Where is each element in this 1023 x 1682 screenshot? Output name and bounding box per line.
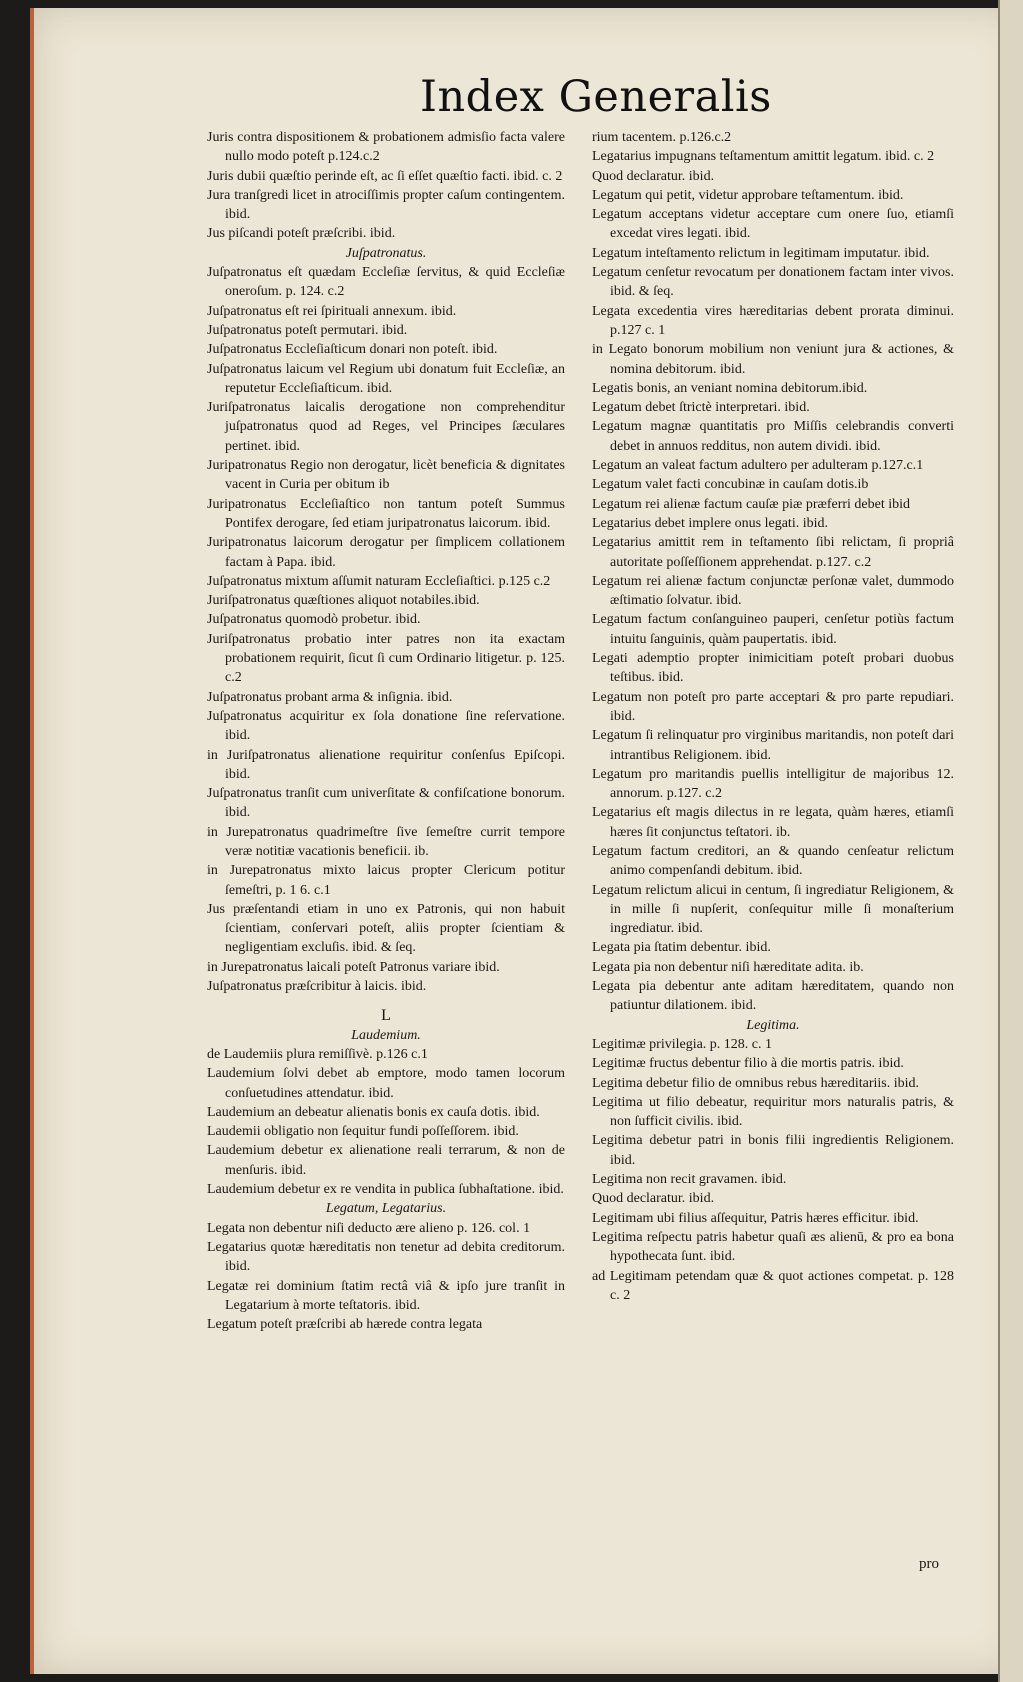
- adjacent-page-edge: [998, 0, 1023, 1682]
- index-entry: Jus piſcandi poteſt præſcribi. ibid.: [207, 226, 396, 242]
- index-entry: Legati ademptio propter inimicitiam poteſt probari duobus teſtibus. ibid.: [592, 651, 954, 686]
- index-entry: Legata pia debentur ante aditam hæreditatem, quando non patiuntur dilationem. ibid.: [592, 979, 954, 1014]
- section-heading: Juſpatronatus.: [345, 245, 427, 261]
- index-entry: Legitimæ privilegia. p. 128. c. 1: [592, 1036, 773, 1052]
- section-letter: L: [381, 1007, 391, 1025]
- index-entry: Juſpatronatus eſt rei ſpirituali annexum. ibid.: [207, 303, 457, 319]
- index-entry: Legitimæ fructus debentur filio à die mortis patris. ibid.: [592, 1056, 904, 1072]
- section-heading: Legitima.: [746, 1017, 800, 1033]
- index-entry: Legatum debet ſtrictè interpretari. ibid.: [592, 400, 810, 416]
- index-entry: Legata pia ſtatim debentur. ibid.: [592, 940, 771, 956]
- index-entry: Juripatronatus laicorum derogatur per ſimplicem collationem factam à Papa. ibid.: [207, 535, 565, 570]
- index-entry: Juriſpatronatus probatio inter patres non ita exactam probationem requirit, ſicut ſi cum Ordinario litigetur. p. 125. c.2: [207, 631, 565, 686]
- index-entry: Laudemium debetur ex re vendita in publica ſubhaſtatione. ibid.: [207, 1182, 564, 1198]
- index-entry: Juſpatronatus laicum vel Regium ubi donatum fuit Eccleſiæ, an reputetur Eccleſiaſticum. ibid.: [207, 361, 565, 396]
- index-entry: Juſpatronatus quomodò probetur. ibid.: [207, 612, 421, 628]
- index-entry: Legitima non recit gravamen. ibid.: [592, 1172, 787, 1188]
- index-entry: Juſpatronatus tranſit cum univerſitate & confiſcatione bonorum. ibid.: [207, 786, 565, 821]
- index-entry: Legitima ut filio debeatur, requiritur mors naturalis patris, & non ſufficit civilis. ibid.: [592, 1094, 954, 1130]
- index-entry: rium tacentem. p.126.c.2: [592, 130, 732, 145]
- index-entry: Legatum qui petit, videtur approbare teſtamentum. ibid.: [592, 187, 904, 203]
- index-entry: Legatum valet facti concubinæ in cauſam dotis.ib: [592, 477, 869, 493]
- catchword: pro: [919, 1556, 939, 1572]
- index-entry: Jura tranſgredi licet in atrociſſimis propter caſum contingentem. ibid.: [207, 187, 565, 223]
- index-column-right: [592, 128, 954, 1568]
- index-entry: Quod declaratur. ibid.: [592, 168, 715, 184]
- index-entry: Legatum rei alienæ factum cauſæ piæ præferri debet ibid: [592, 496, 911, 512]
- index-entry: Laudemii obligatio non ſequitur fundi poſſeſſorem. ibid.: [207, 1124, 519, 1140]
- page-title: Index Generalis: [420, 72, 772, 122]
- index-entry: Legata pia non debentur niſi hæreditate adita. ib.: [592, 959, 864, 975]
- index-entry: Juſpatronatus eſt quædam Eccleſiæ ſervitus, & quid Eccleſiæ oneroſum. p. 124. c.2: [207, 265, 565, 300]
- index-entry: Legitima reſpectu patris habetur quaſi æs alienū, & pro ea bona hypothecata ſunt. ibid.: [592, 1229, 954, 1265]
- index-entry: Legatum acceptans videtur acceptare cum onere ſuo, etiamſi excedat vires legati. ibid.: [592, 207, 954, 242]
- index-entry: Juris contra dispositionem & probationem admisſio facta valere nullo modo poteſt p.124.c.2: [207, 130, 565, 165]
- index-entry: Legatum an valeat factum adultero per adulteram p.127.c.1: [592, 458, 924, 474]
- index-entry: Legatum pro maritandis puellis intelligitur de majoribus 12. annorum. p.127. c.2: [592, 766, 954, 802]
- index-entry: Legatarius amittit rem in teſtamento ſibi relictam, ſi propriâ autoritate poſſeſſionem apprehendat. p.127. c.2: [592, 535, 954, 570]
- index-entry: Juripatronatus Regio non derogatur, licèt beneficia & dignitates vacent in Curia per obitum ib: [207, 458, 565, 493]
- index-entry: Juſpatronatus præſcribitur à laicis. ibid.: [207, 979, 427, 995]
- index-entry: Laudemium ſolvi debet ab emptore, modo tamen locorum conſuetudines attendatur. ibid.: [207, 1066, 565, 1101]
- index-entry: in Juriſpatronatus alienatione requiritur conſenſus Epiſcopi. ibid.: [207, 747, 565, 782]
- index-entry: de Laudemiis plura remiſſivè. p.126 c.1: [207, 1046, 428, 1062]
- index-entry: Jus præſentandi etiam in uno ex Patronis, qui non habuit ſcientiam, conſervari poteſt, aliis propter ſcientiam & negligentiam excluſis. ibid. & ſeq.: [207, 901, 565, 956]
- index-entry: Legatum cenſetur revocatum per donationem factam inter vivos. ibid. & ſeq.: [592, 265, 954, 300]
- index-entry: Legatum inteſtamento relictum in legitimam imputatur. ibid.: [592, 245, 930, 261]
- index-entry: Quod declaratur. ibid.: [592, 1191, 715, 1207]
- index-entry: Legatæ rei dominium ſtatim rectâ viâ & ipſo jure tranſit in Legatarium à morte teſtatoris. ibid.: [207, 1278, 565, 1313]
- index-entry: Juſpatronatus poteſt permutari. ibid.: [207, 322, 408, 338]
- index-entry: Legata non debentur niſi deducto ære alieno p. 126. col. 1: [207, 1220, 531, 1236]
- index-entry: Laudemium an debeatur alienatis bonis ex cauſa dotis. ibid.: [207, 1104, 540, 1120]
- index-entry: Legatum factum creditori, an & quando cenſeatur relictum animo compenſandi debitum. ibid.: [592, 843, 954, 879]
- index-entry: Legatarius quotæ hæreditatis non tenetur ad debita creditorum. ibid.: [207, 1239, 565, 1275]
- index-entry: in Jurepatronatus mixto laicus propter Clericum potitur ſemeſtri, p. 1 6. c.1: [207, 863, 565, 898]
- index-entry: Juſpatronatus mixtum aſſumit naturam Eccleſiaſtici. p.125 c.2: [207, 573, 551, 589]
- index-entry: Legatum factum conſanguineo pauperi, cenſetur potiùs factum intuitu ſanguinis, quàm paupertatis. ibid.: [592, 612, 954, 647]
- index-entry: Legatum ſi relinquatur pro virginibus maritandis, non poteſt dari intrantibus Religionem. ibid.: [592, 728, 954, 763]
- index-entry: Legata excedentia vires hæreditarias debent prorata diminui. p.127 c. 1: [592, 303, 954, 338]
- index-entry: Legatum poteſt præſcribi ab hærede contra legata: [207, 1317, 483, 1333]
- index-entry: Legatum rei alienæ factum conjunctæ perſonæ valet, dummodo æſtimatio ſolvatur. ibid.: [592, 573, 954, 609]
- index-entry: Juſpatronatus acquiritur ex ſola donatione ſine reſervatione. ibid.: [207, 708, 565, 744]
- index-entry: Juris dubii quæſtio perinde eſt, ac ſi eſſet quæſtio facti. ibid. c. 2: [207, 168, 563, 184]
- index-entry: Legatum magnæ quantitatis pro Miſſis celebrandis converti debet in annuos redditus, non autem dividi. ibid.: [592, 419, 954, 454]
- index-entry: Legitima debetur patri in bonis filii ingredientis Religionem. ibid.: [592, 1133, 954, 1168]
- index-entry: Juſpatronatus Eccleſiaſticum donari non poteſt. ibid.: [207, 342, 498, 358]
- index-entry: Legatarius impugnans teſtamentum amittit legatum. ibid. c. 2: [592, 149, 935, 165]
- index-entry: Juſpatronatus probant arma & inſignia. ibid.: [207, 689, 453, 705]
- index-entry: Juriſpatronatus laicalis derogatione non comprehenditur juſpatronatus quod ad Reges, vel Principes ſæculares pertinet. ibid.: [207, 400, 565, 454]
- index-entry: Legitima debetur filio de omnibus rebus hæreditariis. ibid.: [592, 1075, 919, 1091]
- index-entry: in Jurepatronatus quadrimeſtre ſive ſemeſtre currit tempore veræ notitiæ vacationis beneficii. ib.: [207, 824, 565, 859]
- index-entry: in Legato bonorum mobilium non veniunt jura & actiones, & nomina debitorum. ibid.: [592, 342, 954, 377]
- index-entry: Juripatronatus Eccleſiaſtico non tantum poteſt Summus Pontifex derogare, ſed etiam juripatronatus laicorum. ibid.: [207, 496, 565, 531]
- section-heading: Legatum, Legatarius.: [325, 1201, 447, 1217]
- index-entry: Legitimam ubi filius aſſequitur, Patris hæres efficitur. ibid.: [592, 1210, 919, 1226]
- section-heading: Laudemium.: [351, 1027, 421, 1043]
- index-entry: Juriſpatronatus quæſtiones aliquot notabiles.ibid.: [207, 593, 480, 609]
- index-column-left: [207, 128, 565, 1568]
- index-entry: Laudemium debetur ex alienatione reali terrarum, & non de menſuris. ibid.: [207, 1143, 565, 1178]
- index-entry: in Jurepatronatus laicali poteſt Patronus variare ibid.: [207, 959, 500, 975]
- index-entry: ad Legitimam petendam quæ & quot actiones competat. p. 128 c. 2: [592, 1268, 954, 1303]
- index-entry: Legatarius eſt magis dilectus in re legata, quàm hæres, etiamſi hæres ſit conjunctus teſtatori. ib.: [592, 805, 954, 840]
- index-entry: Legatis bonis, an veniant nomina debitorum.ibid.: [592, 380, 868, 396]
- index-entry: Legatarius debet implere onus legati. ibid.: [592, 515, 828, 531]
- index-entry: Legatum relictum alicui in centum, ſi ingrediatur Religionem, & in mille ſi nupſerit, conſequitur mille ſi monaſterium ingrediatur. ibid.: [592, 882, 954, 937]
- index-entry: Legatum non poteſt pro parte acceptari & pro parte repudiari. ibid.: [592, 689, 954, 724]
